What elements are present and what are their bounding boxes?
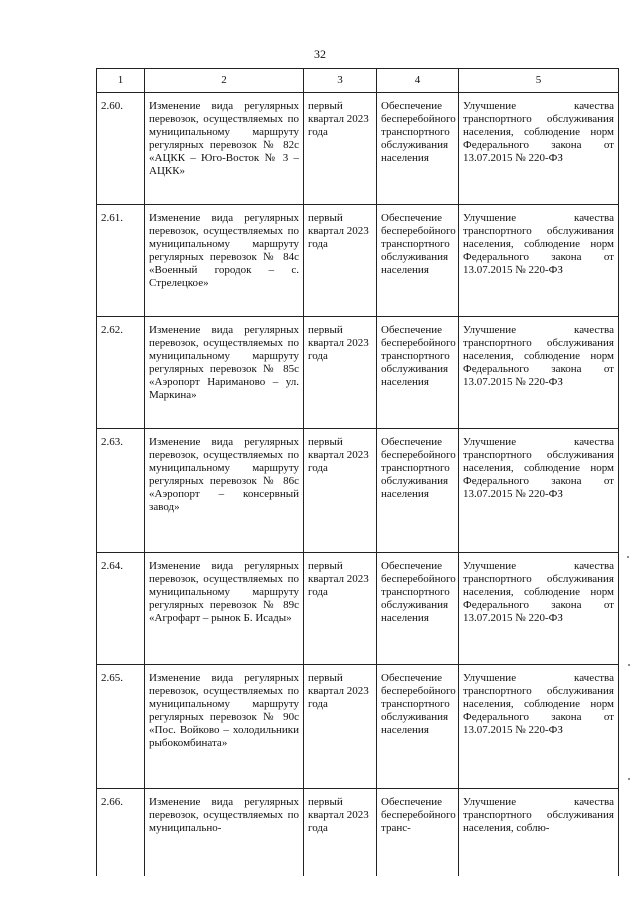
item-result: Улучшение качества транспортного обслуживания населения, соблю- [459,789,619,877]
item-number: 2.65. [97,665,145,789]
table-header-row [97,69,619,93]
item-result: Улучшение качества транспортного обслуживания населения, соблюдение норм Федерального закона от 13.07.2015 № 220-ФЗ [459,429,619,553]
item-period: первый квартал 2023 года [304,665,377,789]
item-period: первый квартал 2023 года [304,93,377,205]
item-goal: Обеспечение бесперебойного транс- [377,789,459,877]
item-goal: Обеспечение бесперебойного транспортного обслуживания населения [377,429,459,553]
item-description: Изменение вида регулярных перевозок, осуществляемых по муниципальному маршруту регулярных перевозок № 89с «Агрофарт – рынок Б. Исады» [145,553,304,665]
table-row [97,789,619,877]
item-period: первый квартал 2023 года [304,317,377,429]
scan-speck [628,778,630,780]
item-goal: Обеспечение бесперебойного транспортного обслуживания населения [377,205,459,317]
table-row [97,665,619,789]
scan-speck [627,556,629,558]
item-number: 2.60. [97,93,145,205]
item-description: Изменение вида регулярных перевозок, осуществляемых по муниципальному маршруту регулярных перевозок № 82с «АЦКК – Юго-Восток № 3 – АЦКК» [145,93,304,205]
item-result: Улучшение качества транспортного обслуживания населения, соблюдение норм Федерального закона от 13.07.2015 № 220-ФЗ [459,93,619,205]
scan-speck [628,664,630,666]
item-result: Улучшение качества транспортного обслуживания населения, соблюдение норм Федерального закона от 13.07.2015 № 220-ФЗ [459,553,619,665]
table-row [97,429,619,553]
item-result: Улучшение качества транспортного обслуживания населения, соблюдение норм Федерального закона от 13.07.2015 № 220-ФЗ [459,205,619,317]
item-goal: Обеспечение бесперебойного транспортного обслуживания населения [377,93,459,205]
column-header-5: 5 [459,69,619,93]
item-goal: Обеспечение бесперебойного транспортного обслуживания населения [377,317,459,429]
column-header-3: 3 [304,69,377,93]
table-row [97,205,619,317]
item-number: 2.63. [97,429,145,553]
item-description: Изменение вида регулярных перевозок, осуществляемых по муниципальному маршруту регулярных перевозок № 90с «Пос. Войково – холодильники рыбокомбината» [145,665,304,789]
item-period: первый квартал 2023 года [304,553,377,665]
item-result: Улучшение качества транспортного обслуживания населения, соблюдение норм Федерального закона от 13.07.2015 № 220-ФЗ [459,665,619,789]
table-row [97,317,619,429]
column-header-2: 2 [145,69,304,93]
item-number: 2.61. [97,205,145,317]
item-goal: Обеспечение бесперебойного транспортного обслуживания населения [377,665,459,789]
item-period: первый квартал 2023 года [304,789,377,877]
item-result: Улучшение качества транспортного обслуживания населения, соблюдение норм Федерального закона от 13.07.2015 № 220-ФЗ [459,317,619,429]
item-goal: Обеспечение бесперебойного транспортного обслуживания населения [377,553,459,665]
item-number: 2.64. [97,553,145,665]
item-description: Изменение вида регулярных перевозок, осуществляемых по муниципально- [145,789,304,877]
item-number: 2.62. [97,317,145,429]
item-description: Изменение вида регулярных перевозок, осуществляемых по муниципальному маршруту регулярных перевозок № 85с «Аэропорт Нариманово – ул. Маркина» [145,317,304,429]
table-row [97,553,619,665]
item-description: Изменение вида регулярных перевозок, осуществляемых по муниципальному маршруту регулярных перевозок № 84с «Военный городок – с. Стрелецкое» [145,205,304,317]
column-header-4: 4 [377,69,459,93]
table-row [97,93,619,205]
column-header-1: 1 [97,69,145,93]
plan-table [96,68,619,876]
item-period: первый квартал 2023 года [304,205,377,317]
item-number: 2.66. [97,789,145,877]
item-period: первый квартал 2023 года [304,429,377,553]
page-number: 32 [314,47,326,61]
item-description: Изменение вида регулярных перевозок, осуществляемых по муниципальному маршруту регулярных перевозок № 86с «Аэропорт – консервный завод» [145,429,304,553]
